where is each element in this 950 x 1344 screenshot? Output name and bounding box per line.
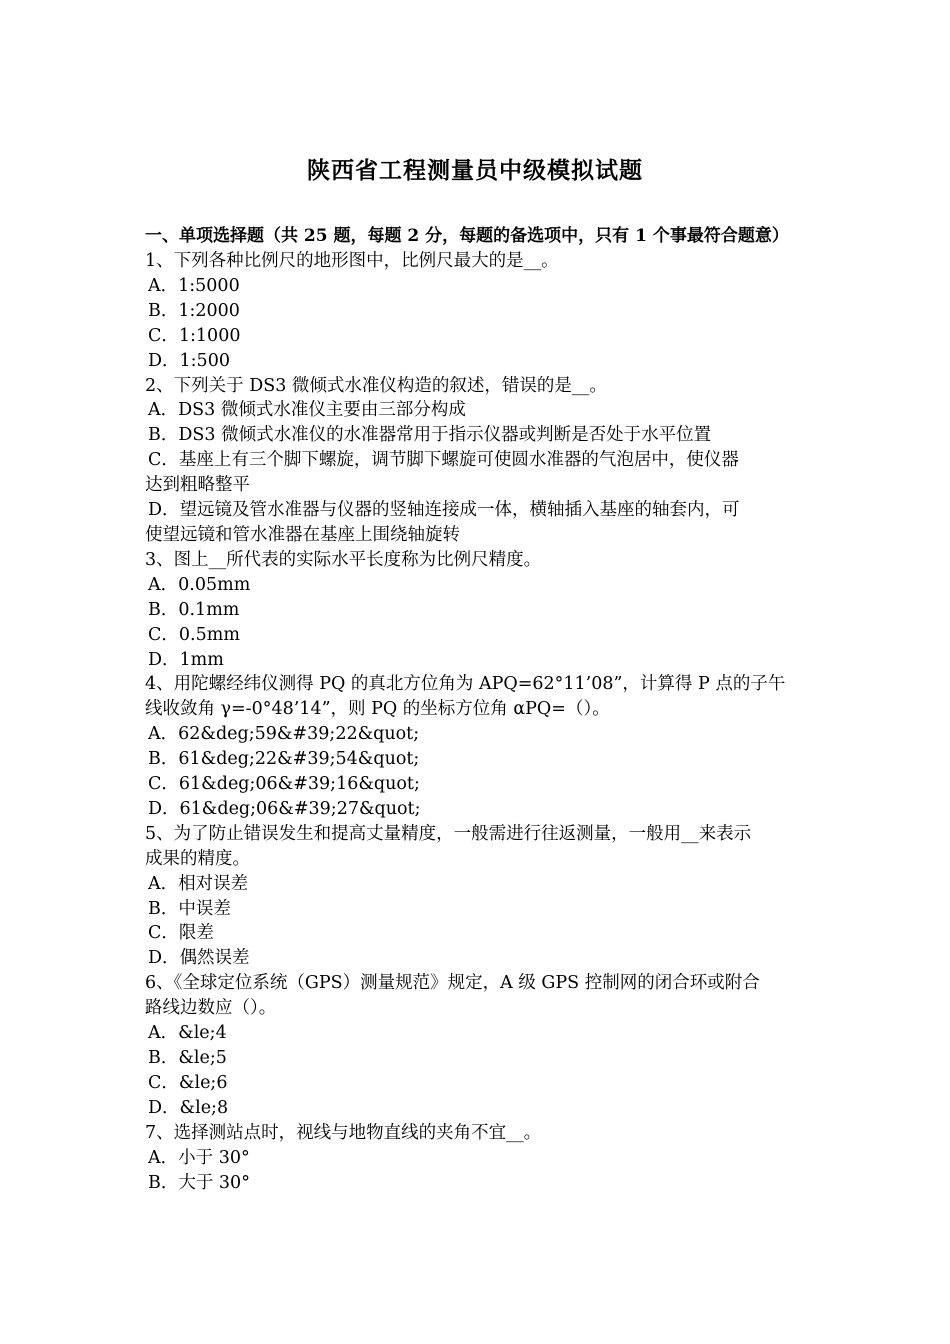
answer-option: B．中误差 (148, 898, 231, 919)
section-heading: 一、单项选择题（共 25 题，每题 2 分，每题的备选项中，只有 1 个事最符合题意） (145, 226, 789, 246)
question-stem: 7、选择测站点时，视线与地物直线的夹角不宜__。 (145, 1122, 542, 1143)
question-block (145, 1121, 810, 1196)
answer-option: D．1mm (148, 649, 224, 670)
answer-option: D．&le;8 (148, 1097, 229, 1118)
document-title: 陕西省工程测量员中级模拟试题 (307, 157, 643, 184)
answer-option: A．&le;4 (148, 1023, 227, 1044)
answer-option: C．61&deg;06&#39;16&quot; (148, 774, 420, 795)
question-block (145, 548, 810, 673)
question-list (145, 224, 810, 1195)
answer-option: A．62&deg;59&#39;22&quot; (148, 724, 420, 745)
question-stem: 成果的精度。 (145, 848, 250, 869)
question-block (145, 374, 810, 548)
answer-option: B．61&deg;22&#39;54&quot; (148, 749, 420, 770)
answer-option: D．1:500 (148, 350, 230, 371)
answer-option: 使望远镜和管水准器在基座上围绕轴旋转 (145, 524, 460, 545)
answer-option: C．限差 (148, 923, 214, 944)
answer-option: A．DS3 微倾式水准仪主要由三部分构成 (148, 400, 466, 421)
question-stem: 6、《全球定位系统（GPS）测量规范》规定，A 级 GPS 控制网的闭合环或附合 (145, 973, 760, 994)
answer-option: B．DS3 微倾式水准仪的水准器常用于指示仪器或判断是否处于水平位置 (148, 425, 712, 446)
question-stem: 4、用陀螺经纬仪测得 PQ 的真北方位角为 APQ=62°11’08”，计算得 P 点的子午 (145, 674, 786, 695)
answer-option: C．基座上有三个脚下螺旋，调节脚下螺旋可使圆水准器的气泡居中，使仪器 (148, 450, 739, 471)
question-stem: 1、下列各种比例尺的地形图中，比例尺最大的是__。 (145, 251, 559, 271)
answer-option: B．0.1mm (148, 599, 240, 620)
question-stem: 3、图上__所代表的实际水平长度称为比例尺精度。 (145, 549, 542, 570)
answer-option: D．61&deg;06&#39;27&quot; (148, 798, 421, 819)
question-stem: 线收敛角 γ=-0°48’14”，则 PQ 的坐标方位角 αPQ=（）。 (145, 699, 610, 720)
question-block (145, 822, 810, 971)
answer-option: B．1:2000 (148, 300, 240, 321)
answer-option: 达到粗略整平 (145, 475, 250, 496)
answer-option: A．0.05mm (148, 574, 251, 595)
question-stem: 路线边数应（）。 (145, 998, 277, 1019)
question-stem: 5、为了防止错误发生和提高丈量精度，一般需进行往返测量，一般用__来表示 (145, 823, 752, 844)
answer-option: A．1:5000 (148, 275, 240, 296)
answer-option: A．相对误差 (148, 873, 249, 894)
question-block (145, 249, 810, 374)
question-stem: 2、下列关于 DS3 微倾式水准仪构造的叙述，错误的是__。 (145, 375, 607, 396)
question-block (145, 971, 810, 1120)
answer-option: C．&le;6 (148, 1072, 228, 1093)
answer-option: C．0.5mm (148, 624, 240, 645)
answer-option: D．望远镜及管水准器与仪器的竖轴连接成一体，横轴插入基座的轴套内，可 (148, 500, 740, 521)
question-block (145, 672, 810, 821)
answer-option: B．大于 30° (148, 1172, 250, 1193)
answer-option: D．偶然误差 (148, 948, 250, 969)
answer-option: C．1:1000 (148, 325, 241, 346)
answer-option: A．小于 30° (148, 1147, 250, 1168)
answer-option: B．&le;5 (148, 1048, 227, 1068)
